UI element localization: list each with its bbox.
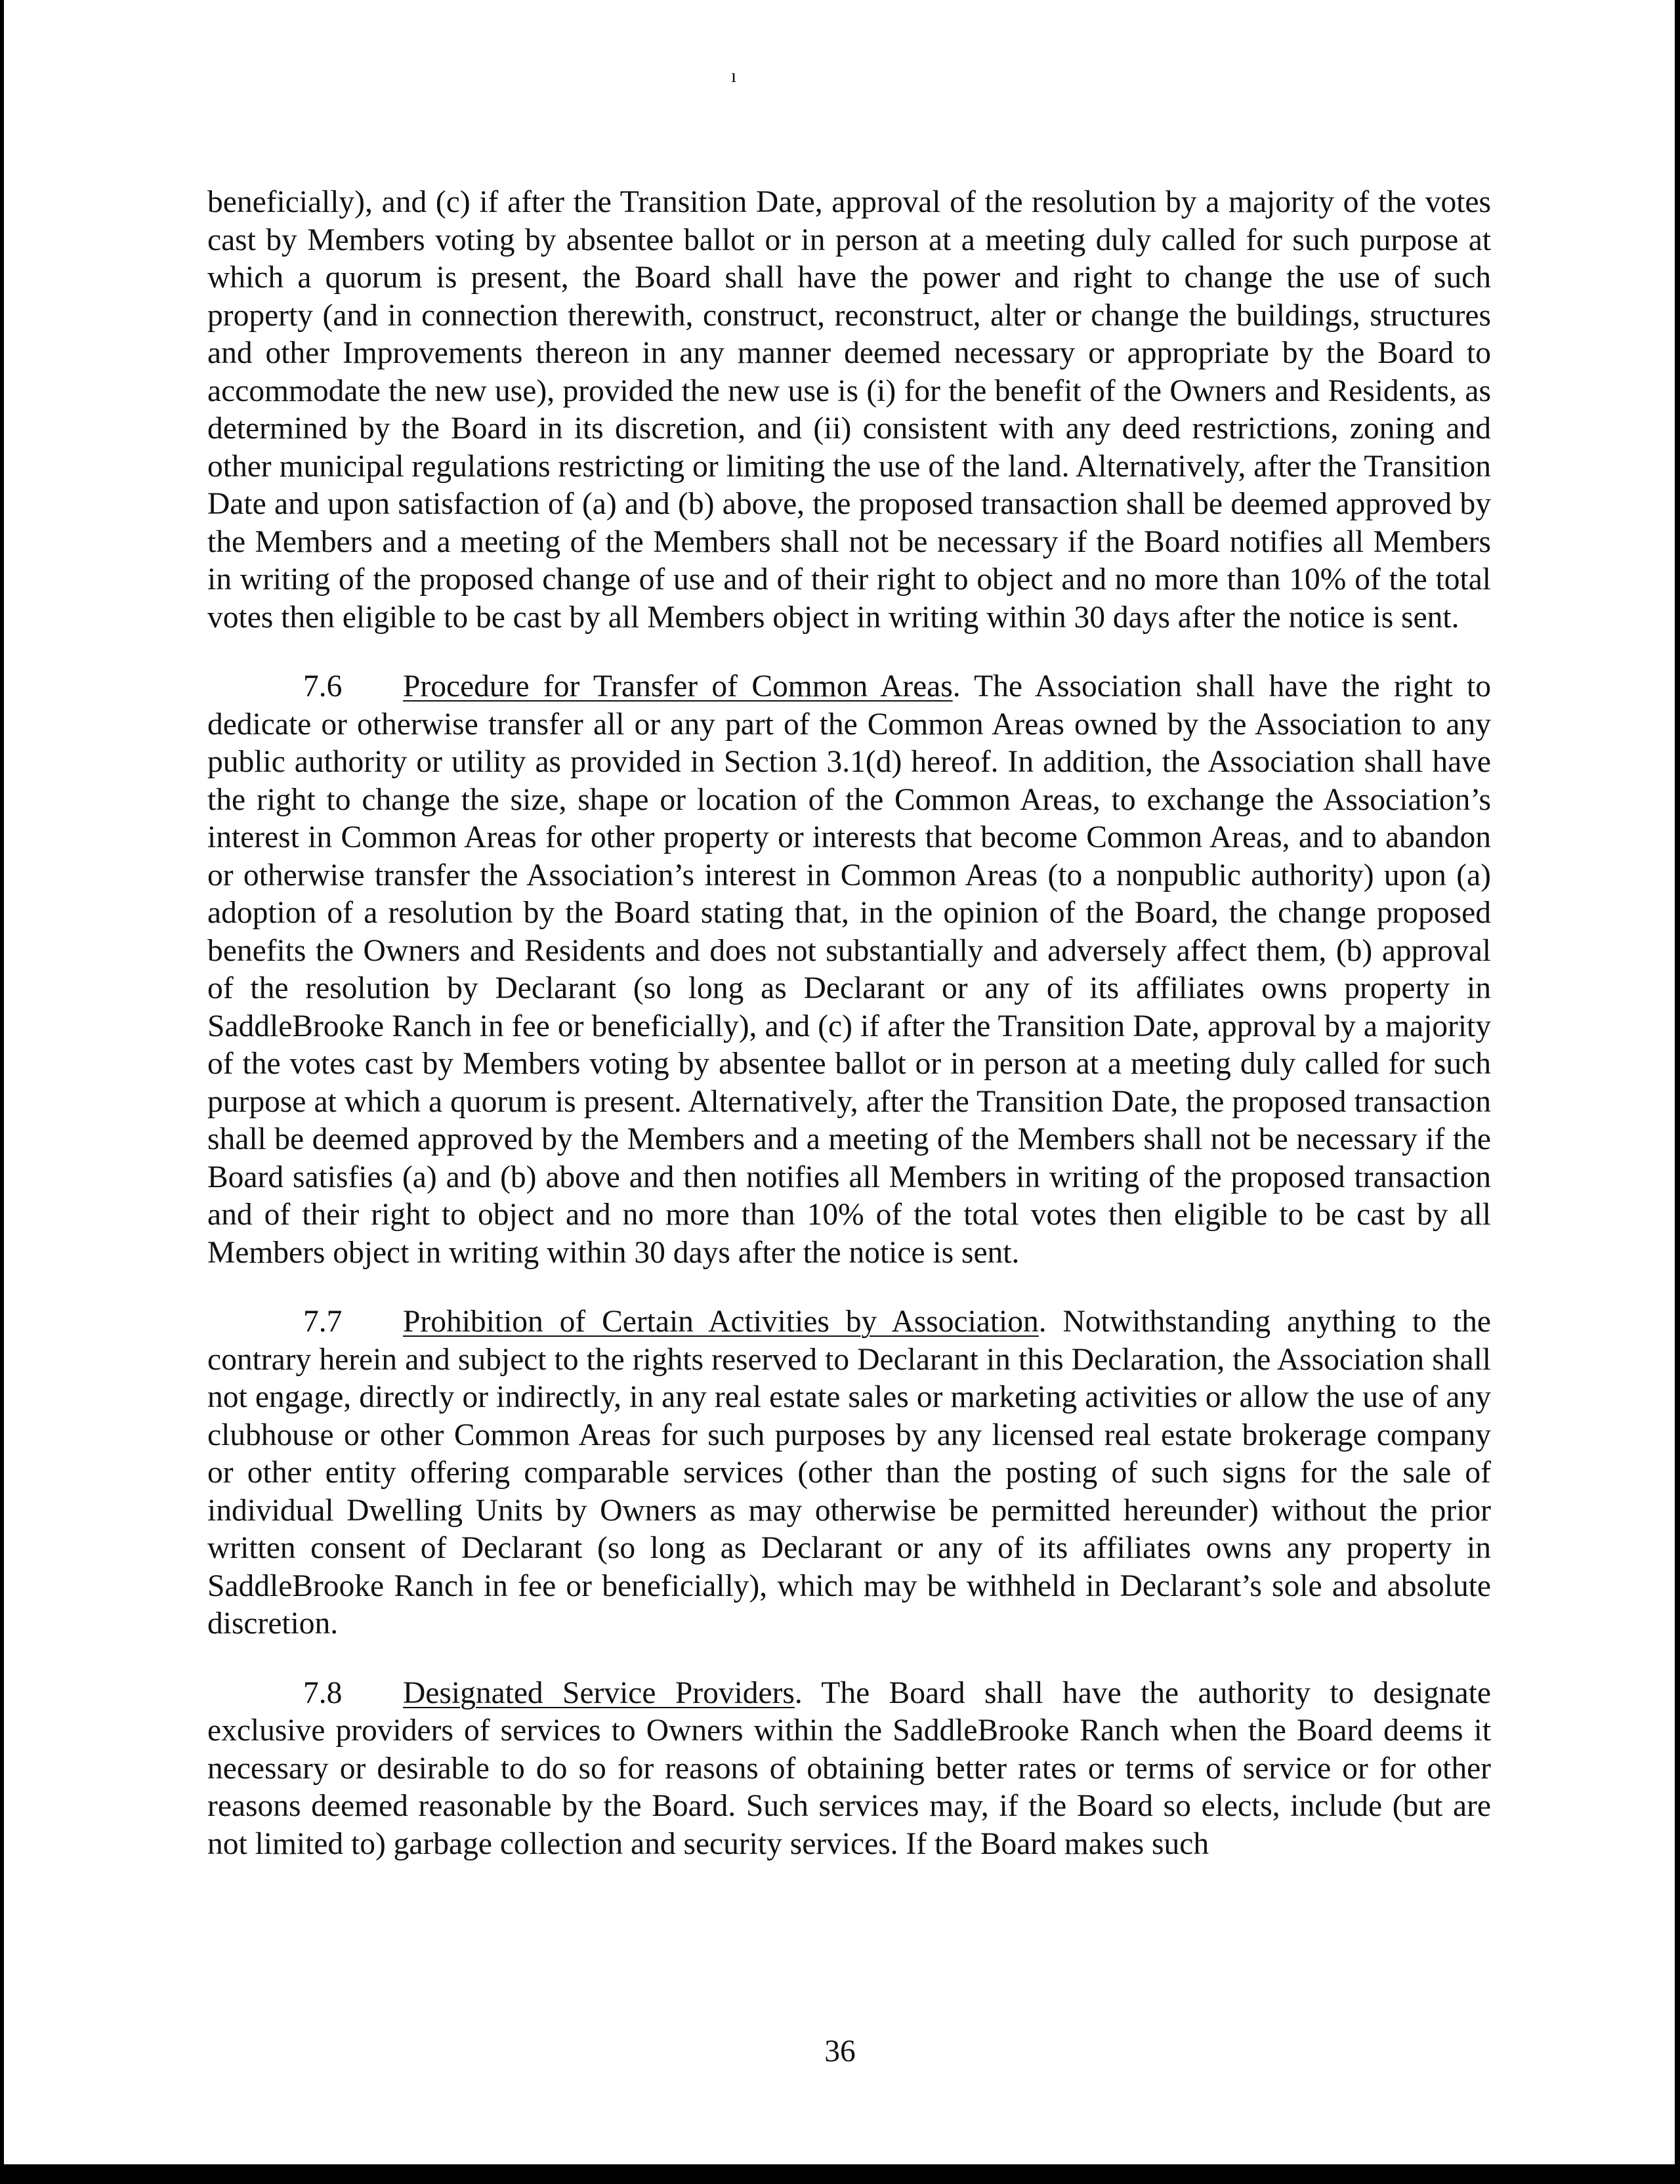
section-7-8	[207, 1675, 1491, 1864]
section-text: . The Board shall have the authority to designate exclusive providers of services to Owners within the SaddleBrooke Ranch when the Board deems it necessary or desirable to do so for reasons of obtaining better rates or terms of service or for other reasons deemed reasonable by the Board. Such services may, if the Board so elects, include (but are not limited to) garbage collection and security services. If the Board makes such	[207, 1675, 1492, 1861]
scan-border-left	[0, 0, 4, 2184]
section-number: 7.7	[303, 1305, 343, 1339]
paragraph-continuation	[207, 184, 1491, 637]
section-text: . The Association shall have the right to dedicate or otherwise transfer all or any part of the Common Areas owned by the Association to any public authority or utility as provided in Section 3.1(d) hereof. In addition, the Association shall have the right to change the size, shape or location of the Common Areas, to exchange the Association’s interest in Common Areas for other property or interests that become Common Areas, and to abandon or otherwise transfer the Association’s interest in Common Areas (to a nonpublic authority) upon (a) adoption of a resolution by the Board stating that, in the opinion of the Board, the change proposed benefits the Owners and Residents and does not substantially and adversely affect them, (b) approval of the resolution by Declarant (so long as Declarant or any of its affiliates owns property in SaddleBrooke Ranch in fee or beneficially), and (c) if after the Transition Date, approval by a majority of the votes cast by Members voting by absentee ballot or in person at a meeting duly called for such purpose at which a quorum is present. Alternatively, after the Transition Date, the proposed transaction shall be deemed approved by the Members and a meeting of the Members shall not be necessary if the Board satisfies (a) and (b) above and then notifies all Members in writing of the proposed transaction and of their right to object and no more than 10% of the total votes then eligible to be cast by all Members object in writing within 30 days after the notice is sent.	[207, 669, 1491, 1270]
scan-border-bottom	[0, 2164, 1680, 2184]
section-heading: Procedure for Transfer of Common Areas	[403, 669, 953, 704]
section-number: 7.8	[303, 1675, 343, 1710]
section-text: . Notwithstanding anything to the contrary herein and subject to the rights reserved to Declarant in this Declaration, the Association shall not engage, directly or indirectly, in any real estate sales or marketing activities or allow the use of any clubhouse or other Common Areas for such purposes by any licensed real estate brokerage company or other entity offering comparable services (other than the posting of such signs for the sale of individual Dwelling Units by Owners as may otherwise be permitted hereunder) without the prior written consent of Declarant (so long as Declarant or any of its affiliates owns any property in SaddleBrooke Ranch in fee or beneficially), which may be withheld in Declarant’s sole and absolute discretion.	[207, 1305, 1491, 1641]
section-number: 7.6	[303, 669, 343, 704]
section-7-6	[207, 668, 1491, 1272]
section-heading: Prohibition of Certain Activities by Association	[403, 1305, 1039, 1339]
paragraph-text: beneficially), and (c) if after the Transition Date, approval of the resolution by a majority of the votes cast by Members voting by absentee ballot or in person at a meeting duly called for such purpose at which a quorum is present, the Board shall have the power and right to change the use of such property (and in connection therewith, construct, reconstruct, alter or change the buildings, structures and other Improvements thereon in any manner deemed necessary or appropriate by the Board to accommodate the new use), provided the new use is (i) for the benefit of the Owners and Residents, as determined by the Board in its discretion, and (ii) consistent with any deed restrictions, zoning and other municipal regulations restricting or limiting the use of the land. Alternatively, after the Transition Date and upon satisfaction of (a) and (b) above, the proposed transaction shall be deemed approved by the Members and a meeting of the Members shall not be necessary if the Board notifies all Members in writing of the proposed change of use and of their right to object and no more than 10% of the total votes then eligible to be cast by all Members object in writing within 30 days after the notice is sent.	[207, 185, 1491, 635]
document-page	[207, 184, 1491, 1863]
page-number: 36	[824, 2034, 856, 2068]
section-7-7	[207, 1303, 1491, 1643]
scan-border-right	[1675, 0, 1680, 2184]
section-heading: Designated Service Providers	[403, 1675, 795, 1710]
scan-mark: ı	[730, 65, 737, 87]
